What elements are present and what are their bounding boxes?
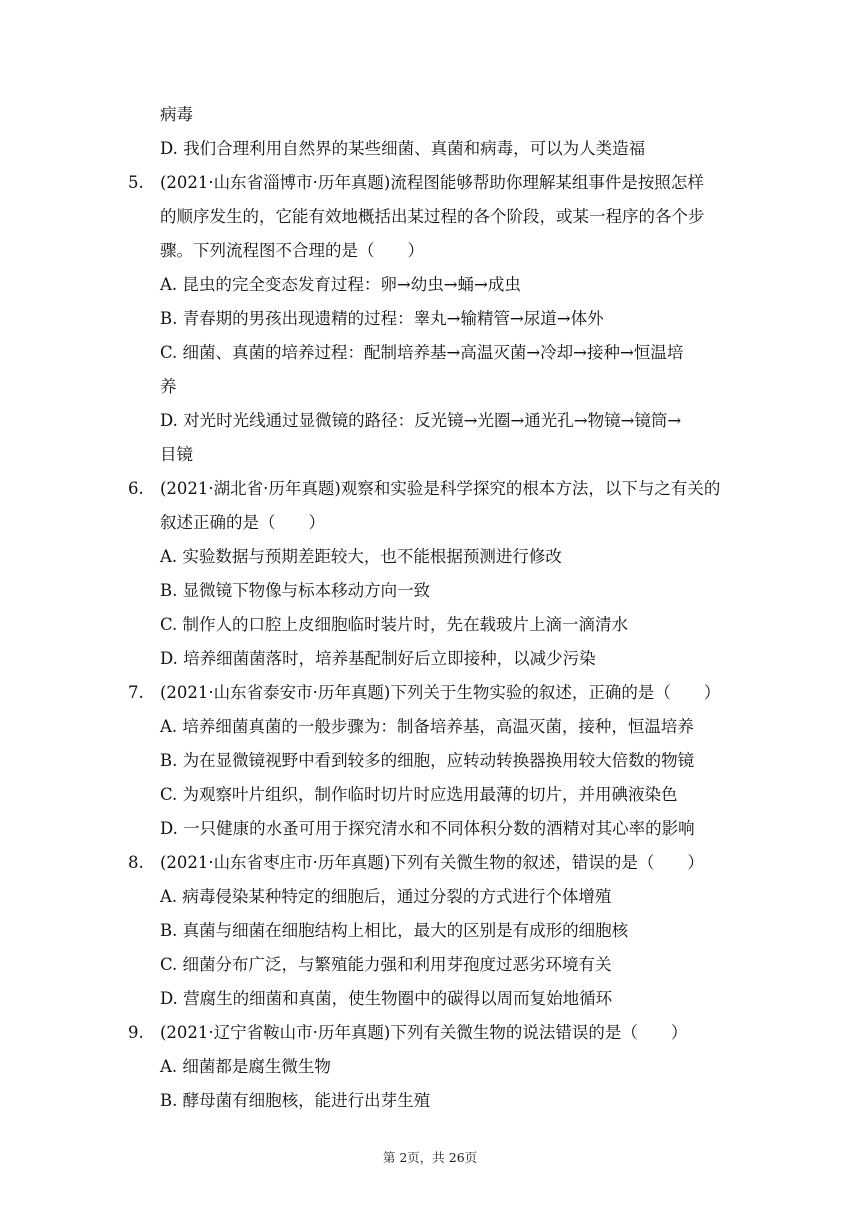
text-line: D. 对光时光线通过显微镜的路径：反光镜→光圈→通光孔→物镜→镜筒→ xyxy=(160,411,682,430)
content-line xyxy=(0,812,860,846)
content-line xyxy=(0,982,860,1016)
question-text: (2021·山东省泰安市·历年真题)下列关于生物实验的叙述，正确的是（ ） xyxy=(160,683,721,702)
text-line: B. 酵母菌有细胞核，能进行出芽生殖 xyxy=(160,1091,431,1110)
page-content xyxy=(0,98,860,1118)
text-line: B. 为在显微镜视野中看到较多的细胞，应转动转换器换用较大倍数的物镜 xyxy=(160,751,695,770)
content-line xyxy=(0,914,860,948)
question-number: 5. xyxy=(128,173,144,192)
question-number: 9. xyxy=(128,1023,144,1042)
text-line: 目镜 xyxy=(160,445,193,464)
text-line: A. 病毒侵染某种特定的细胞后，通过分裂的方式进行个体增殖 xyxy=(160,887,612,906)
text-line: A. 实验数据与预期差距较大，也不能根据预测进行修改 xyxy=(160,547,562,566)
text-line: 的顺序发生的，它能有效地概括出某过程的各个阶段，或某一程序的各个步 xyxy=(160,207,705,226)
content-line xyxy=(0,336,860,370)
content-line xyxy=(0,540,860,574)
text-line: C. 为观察叶片组织，制作临时切片时应选用最薄的切片，并用碘液染色 xyxy=(160,785,678,804)
content-line xyxy=(0,268,860,302)
content-line xyxy=(0,744,860,778)
content-line xyxy=(0,880,860,914)
content-line xyxy=(0,642,860,676)
text-line: 叙述正确的是（ ） xyxy=(160,513,325,532)
content-line xyxy=(0,200,860,234)
question-number: 7. xyxy=(128,683,144,702)
text-line: D. 培养细菌菌落时，培养基配制好后立即接种，以减少污染 xyxy=(160,649,596,668)
question-line xyxy=(0,472,860,506)
content-line xyxy=(0,1050,860,1084)
text-line: C. 制作人的口腔上皮细胞临时装片时，先在载玻片上滴一滴清水 xyxy=(160,615,629,634)
content-line xyxy=(0,506,860,540)
text-line: 病毒 xyxy=(160,105,193,124)
content-line xyxy=(0,404,860,438)
page-footer: 第 2页，共 26页 xyxy=(382,1150,478,1165)
text-line: B. 显微镜下物像与标本移动方向一致 xyxy=(160,581,431,600)
content-line xyxy=(0,302,860,336)
text-line: B. 真菌与细菌在细胞结构上相比，最大的区别是有成形的细胞核 xyxy=(160,921,629,940)
question-number: 6. xyxy=(128,479,144,498)
content-line xyxy=(0,132,860,166)
content-line xyxy=(0,948,860,982)
text-line: 养 xyxy=(160,377,177,396)
text-line: D. 营腐生的细菌和真菌，使生物圈中的碳得以周而复始地循环 xyxy=(160,989,613,1008)
question-text: (2021·辽宁省鞍山市·历年真题)下列有关微生物的说法错误的是（ ） xyxy=(160,1023,688,1042)
content-line xyxy=(0,234,860,268)
question-text: (2021·山东省枣庄市·历年真题)下列有关微生物的叙述，错误的是（ ） xyxy=(160,853,704,872)
question-line xyxy=(0,846,860,880)
text-line: A. 细菌都是腐生微生物 xyxy=(160,1057,331,1076)
text-line: D. 一只健康的水蚤可用于探究清水和不同体积分数的酒精对其心率的影响 xyxy=(160,819,695,838)
content-line xyxy=(0,438,860,472)
text-line: A. 昆虫的完全变态发育过程：卵→幼虫→蛹→成虫 xyxy=(160,275,521,294)
content-line xyxy=(0,98,860,132)
question-text: (2021·山东省淄博市·历年真题)流程图能够帮助你理解某组事件是按照怎样 xyxy=(160,173,704,192)
question-line xyxy=(0,676,860,710)
content-line xyxy=(0,608,860,642)
content-line xyxy=(0,1084,860,1118)
text-line: C. 细菌分布广泛，与繁殖能力强和利用芽孢度过恶劣环境有关 xyxy=(160,955,612,974)
content-line xyxy=(0,370,860,404)
text-line: 骤。下列流程图不合理的是（ ） xyxy=(160,241,424,260)
text-line: A. 培养细菌真菌的一般步骤为：制备培养基，高温灭菌，接种，恒温培养 xyxy=(160,717,694,736)
text-line: C. 细菌、真菌的培养过程：配制培养基→高温灭菌→冷却→接种→恒温培 xyxy=(160,343,684,362)
question-line xyxy=(0,1016,860,1050)
question-number: 8. xyxy=(128,853,144,872)
text-line: B. 青春期的男孩出现遗精的过程：睾丸→输精管→尿道→体外 xyxy=(160,309,604,328)
content-line xyxy=(0,574,860,608)
content-line xyxy=(0,710,860,744)
content-line xyxy=(0,778,860,812)
question-line xyxy=(0,166,860,200)
question-text: (2021·湖北省·历年真题)观察和实验是科学探究的根本方法，以下与之有关的 xyxy=(160,479,721,498)
text-line: D. 我们合理利用自然界的某些细菌、真菌和病毒，可以为人类造福 xyxy=(160,139,646,158)
